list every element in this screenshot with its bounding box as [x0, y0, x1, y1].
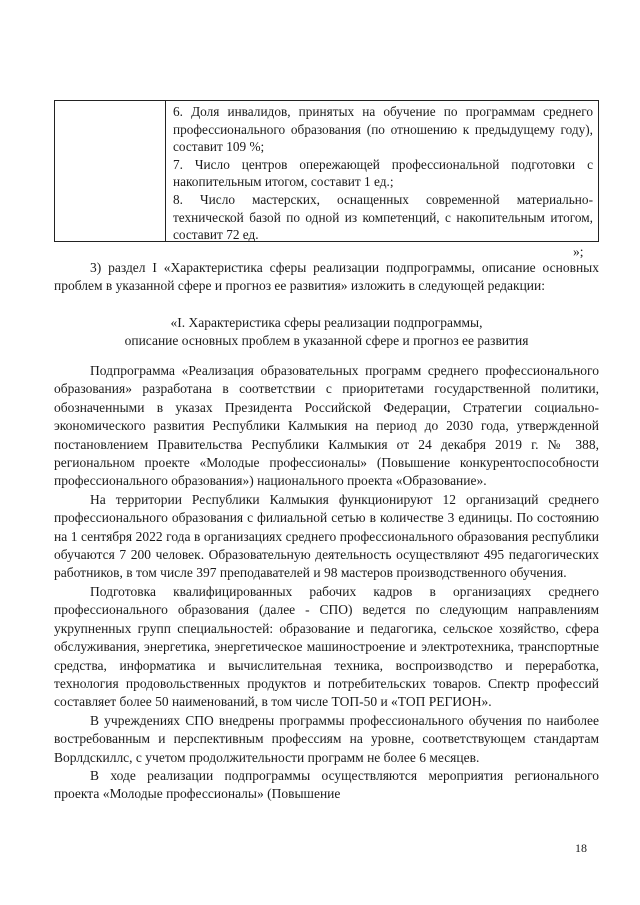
paragraph: В ходе реализации подпрограммы осуществляются мероприятия регионального проекта «Молодые профессионалы» (Повышение [54, 767, 599, 802]
heading-line-1: «I. Характеристика сферы реализации подпрограммы, [170, 315, 483, 330]
table-item: 6. Доля инвалидов, принятых на обучение по программам среднего профессионального образования (по отношению к предыдущему году), составит 109 %; [173, 104, 593, 155]
paragraph: Подготовка квалифицированных рабочих кадров в организациях среднего профессионального образования (далее - СПО) ведется по следующим направлениям укрупненных групп специальностей: образование и педагогика, сельское хозяйство, сфера обслуживания, энергетика, энергетическое машиностроение и электротехника, транспортные средства, информатика и вычислительная техника, воспроизводство и переработка, технология продовольственных продуктов и потребительских товаров. Спектр профессий составляет более 50 наименований, в том числе ТОП-50 и «ТОП РЕГИОН». [54, 583, 599, 710]
table-item: 7. Число центров опережающей профессиональной подготовки с накопительным итогом, составит 1 ед.; [173, 156, 593, 190]
paragraph: Подпрограмма «Реализация образовательных программ среднего профессионального образования» разработана в соответствии с приоритетами государственной политики, обозначенными в указах Президента Российской Федерации, Стратегии социально-экономического развития Республики Калмыкия на период до 2030 года, утвержденной постановлением Правительства Республики Калмыкия от 24 декабря 2019 г. № 388, региональном проекте «Молодые профессионалы» (Повышение конкурентоспособности профессионального образования») национального проекта «Образование». [54, 363, 599, 489]
point-3-text: 3) раздел I «Характеристика сферы реализации подпрограммы, описание основных проблем в указанной сфере и прогноз ее развития» изложить в следующей редакции: [54, 260, 599, 294]
amendment-point-3 [54, 259, 599, 296]
indicators-table [54, 100, 599, 242]
section-heading [54, 314, 599, 351]
paragraph: На территории Республики Калмыкия функционируют 12 организаций среднего профессионального образования с филиальной сетью в количестве 3 единицы. По состоянию на 1 сентября 2022 года в организациях среднего профессионального образования республики обучаются 7 200 человек. Образовательную деятельность осуществляют 495 педагогических работников, в том числе 397 преподавателей и 98 мастеров производственного обучения. [54, 491, 599, 581]
table-column-divider [165, 101, 166, 241]
table-item: 8. Число мастерских, оснащенных современной материально-технической базой по одной из компетенций, с накопительным итогом, составит 72 ед. [173, 191, 593, 243]
table-cell-indicators [173, 103, 593, 244]
closing-quote: »; [573, 244, 584, 259]
heading-line-2: описание основных проблем в указанной сфере и прогноз ее развития [124, 333, 529, 349]
page-number: 18 [575, 841, 587, 855]
body-text [54, 362, 599, 804]
paragraph: В учреждениях СПО внедрены программы профессионального обучения по наиболее востребованным и перспективным профессиям на уровне, соответствующем стандартам Ворлдскиллс, с учетом продолжительности программ не более 6 месяцев. [54, 712, 599, 765]
